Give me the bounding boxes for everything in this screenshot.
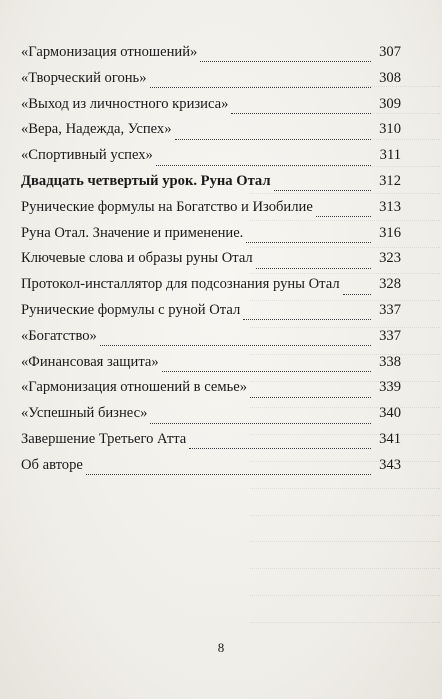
toc-entry-title: Об авторе: [21, 456, 83, 473]
toc-entry-page-number: 338: [379, 353, 401, 370]
toc-entry: [21, 117, 401, 143]
toc-entry-page-number: 316: [379, 224, 401, 241]
toc-entry: [21, 92, 401, 118]
toc-entry: [21, 298, 401, 324]
toc-entry-title: «Финансовая защита»: [21, 353, 159, 370]
toc-entry: [21, 195, 401, 221]
page-number: 8: [217, 640, 225, 655]
toc-entry-page-number: 311: [379, 147, 401, 164]
toc-entry-title: Ключевые слова и образы руны Отал: [21, 250, 253, 267]
toc-dot-leader: [150, 73, 371, 88]
toc-entry-page-number: 313: [379, 198, 401, 215]
toc-dot-leader: [316, 202, 371, 217]
toc-entry-title: «Выход из личностного кризиса»: [21, 95, 229, 112]
toc-entry-page-number: 309: [379, 95, 401, 112]
toc-entry-page-number: 339: [379, 379, 401, 396]
table-of-contents: [21, 40, 401, 479]
toc-entry: [21, 221, 401, 247]
toc-entry-title: «Творческий огонь»: [21, 69, 147, 86]
toc-entry-page-number: 308: [379, 69, 401, 86]
toc-entry-title: Рунические формулы с руной Отал: [21, 301, 241, 318]
toc-entry-title: Протокол-инсталлятор для подсознания руны Отал: [21, 276, 340, 293]
toc-dot-leader: [231, 99, 371, 114]
toc-entry-title: Завершение Третьего Атта: [21, 430, 187, 447]
toc-entry: [21, 40, 401, 66]
toc-entry-page-number: 307: [379, 44, 401, 60]
toc-entry-title: «Успешный бизнес»: [21, 405, 148, 422]
toc-dot-leader: [156, 151, 371, 166]
toc-entry-title: Руна Отал. Значение и применение.: [21, 224, 244, 241]
toc-dot-leader: [162, 357, 371, 372]
toc-entry-page-number: 337: [379, 327, 401, 344]
toc-dot-leader: [175, 125, 371, 140]
toc-entry: [21, 427, 401, 453]
toc-entry-page-number: 340: [379, 405, 401, 422]
toc-dot-leader: [256, 254, 371, 269]
toc-dot-leader: [189, 434, 371, 449]
toc-dot-leader: [250, 383, 371, 398]
toc-entry: [21, 66, 401, 92]
toc-entry-title: «Гармонизация отношений в семье»: [21, 379, 248, 396]
toc-dot-leader: [100, 331, 371, 346]
toc-dot-leader: [243, 305, 371, 320]
toc-entry-page-number: 343: [379, 456, 401, 473]
toc-entry: [21, 375, 401, 401]
toc-entry: [21, 324, 401, 350]
toc-dot-leader: [343, 280, 371, 295]
toc-entry: [21, 143, 401, 169]
toc-entry-title: «Богатство»: [21, 327, 97, 344]
toc-entry-title: «Спортивный успех»: [21, 147, 153, 164]
toc-dot-leader: [200, 47, 371, 62]
toc-entry: [21, 246, 401, 272]
toc-entry-page-number: 328: [379, 276, 401, 293]
toc-dot-leader: [274, 176, 371, 191]
toc-entry-page-number: 341: [379, 430, 401, 447]
toc-entry-page-number: 337: [379, 301, 401, 318]
toc-entry: [21, 401, 401, 427]
toc-entry-title: Двадцать четвертый урок. Руна Отал: [21, 172, 271, 189]
toc-dot-leader: [246, 228, 371, 243]
toc-entry-title: «Вера, Надежда, Успех»: [21, 121, 172, 138]
toc-entry: [21, 350, 401, 376]
toc-entry: [21, 453, 401, 479]
toc-dot-leader: [86, 460, 371, 475]
toc-entry-page-number: 310: [379, 121, 401, 138]
toc-entry-title: «Гармонизация отношений»: [21, 44, 198, 60]
toc-entry-page-number: 323: [379, 250, 401, 267]
toc-chapter-entry: [21, 169, 401, 195]
toc-entry: [21, 272, 401, 298]
toc-entry-page-number: 312: [379, 172, 401, 189]
toc-entry-title: Рунические формулы на Богатство и Изобилие: [21, 198, 313, 215]
toc-dot-leader: [150, 409, 371, 424]
